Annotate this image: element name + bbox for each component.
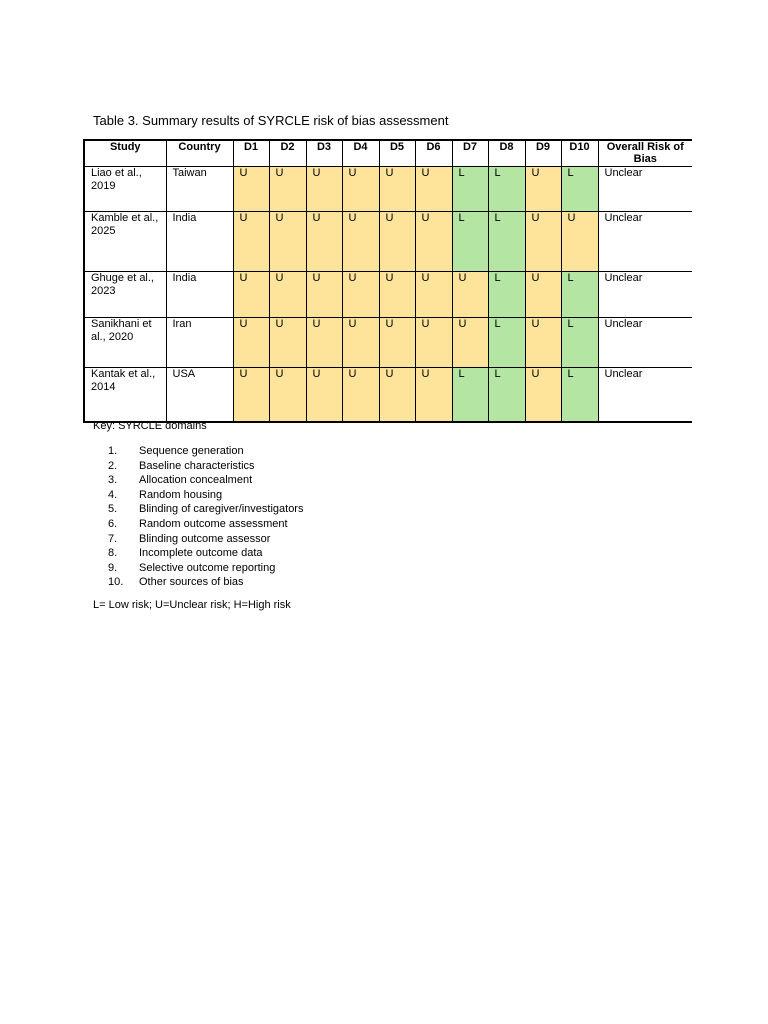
- risk-of-bias-table: [83, 139, 692, 423]
- list-item-number: 1.: [108, 445, 118, 457]
- domain-d4-cell: U: [342, 272, 379, 318]
- table-row: [84, 368, 692, 423]
- domain-d1-cell: U: [233, 368, 269, 423]
- domain-d7-cell: L: [452, 167, 488, 212]
- domain-d10-cell: L: [561, 272, 598, 318]
- domain-d10-cell: L: [561, 167, 598, 212]
- domain-d5-cell: U: [379, 318, 415, 368]
- domain-d4-cell: U: [342, 368, 379, 423]
- overall-risk-cell: Unclear: [598, 167, 692, 212]
- domain-d8-cell: L: [488, 272, 525, 318]
- header-d5: D5: [379, 140, 415, 167]
- overall-risk-cell: Unclear: [598, 272, 692, 318]
- domain-d6-cell: U: [415, 212, 452, 272]
- list-item-number: 2.: [108, 459, 118, 472]
- list-item-label: Other sources of bias: [139, 576, 244, 589]
- domain-d1-cell: U: [233, 212, 269, 272]
- domain-d6-cell: U: [415, 167, 452, 212]
- legend-text: L= Low risk; U=Unclear risk; H=High risk: [93, 599, 291, 611]
- table-body: [84, 167, 692, 423]
- table-caption: Table 3. Summary results of SYRCLE risk of bias assessment: [93, 113, 449, 128]
- domain-d6-cell: U: [415, 368, 452, 423]
- study-cell: Liao et al., 2019: [84, 167, 166, 212]
- domain-d9-cell: U: [525, 167, 561, 212]
- overall-risk-cell: Unclear: [598, 212, 692, 272]
- list-item-number: 4.: [108, 488, 118, 501]
- table-header-row: [84, 140, 692, 167]
- domain-d7-cell: L: [452, 368, 488, 423]
- domain-d3-cell: U: [306, 318, 342, 368]
- domain-d4-cell: U: [342, 318, 379, 368]
- domain-d5-cell: U: [379, 368, 415, 423]
- domain-d9-cell: U: [525, 272, 561, 318]
- domain-d4-cell: U: [342, 167, 379, 212]
- domain-d8-cell: L: [488, 318, 525, 368]
- domain-d9-cell: U: [525, 368, 561, 423]
- list-item-number: 3.: [108, 474, 118, 487]
- domain-d7-cell: L: [452, 212, 488, 272]
- list-item-label: Sequence generation: [139, 445, 244, 457]
- domain-d10-cell: L: [561, 368, 598, 423]
- domain-d5-cell: U: [379, 272, 415, 318]
- header-d8: D8: [488, 140, 525, 167]
- domain-d8-cell: L: [488, 368, 525, 423]
- country-cell: Taiwan: [166, 167, 233, 212]
- list-item-label: Selective outcome reporting: [139, 561, 276, 574]
- country-cell: USA: [166, 368, 233, 423]
- domain-d2-cell: U: [269, 368, 306, 423]
- list-item-number: 8.: [108, 547, 118, 560]
- domain-d2-cell: U: [269, 318, 306, 368]
- domain-d6-cell: U: [415, 272, 452, 318]
- domain-d5-cell: U: [379, 167, 415, 212]
- list-item-label: Allocation concealment: [139, 474, 253, 487]
- overall-risk-cell: Unclear: [598, 318, 692, 368]
- domain-d2-cell: U: [269, 167, 306, 212]
- table-row: [84, 167, 692, 212]
- list-item-number: 6.: [108, 517, 118, 530]
- domain-d5-cell: U: [379, 212, 415, 272]
- list-item-label: Baseline characteristics: [139, 459, 255, 472]
- country-cell: India: [166, 272, 233, 318]
- list-item-label: Incomplete outcome data: [139, 547, 263, 560]
- domain-d10-cell: L: [561, 318, 598, 368]
- list-item: [108, 561, 303, 576]
- domain-d8-cell: L: [488, 167, 525, 212]
- table-row: [84, 212, 692, 272]
- domain-d7-cell: U: [452, 318, 488, 368]
- domain-d9-cell: U: [525, 318, 561, 368]
- table-row: [84, 272, 692, 318]
- header-d9: D9: [525, 140, 561, 167]
- header-study: Study: [84, 140, 166, 167]
- list-item-number: 10.: [108, 576, 124, 589]
- domain-d6-cell: U: [415, 318, 452, 368]
- header-country: Country: [166, 140, 233, 167]
- domain-d1-cell: U: [233, 318, 269, 368]
- header-d10: D10: [561, 140, 598, 167]
- study-cell: Kantak et al., 2014: [84, 368, 166, 423]
- list-item: [108, 546, 303, 561]
- list-item: [108, 473, 303, 488]
- list-item-label: Random outcome assessment: [139, 517, 288, 530]
- domain-d3-cell: U: [306, 272, 342, 318]
- list-item: [108, 459, 303, 474]
- domain-d4-cell: U: [342, 212, 379, 272]
- domains-list: [108, 444, 303, 590]
- domain-d2-cell: U: [269, 272, 306, 318]
- list-item-number: 9.: [108, 561, 118, 574]
- header-overall-risk: Overall Risk of Bias: [598, 140, 692, 167]
- domain-d1-cell: U: [233, 167, 269, 212]
- domain-d9-cell: U: [525, 212, 561, 272]
- domain-d3-cell: U: [306, 368, 342, 423]
- list-item: [108, 532, 303, 547]
- list-item-label: Blinding outcome assessor: [139, 532, 271, 545]
- study-cell: Sanikhani et al., 2020: [84, 318, 166, 368]
- header-d6: D6: [415, 140, 452, 167]
- list-item-label: Random housing: [139, 488, 223, 501]
- list-item: [108, 502, 303, 517]
- domain-d7-cell: U: [452, 272, 488, 318]
- header-d2: D2: [269, 140, 306, 167]
- table-row: [84, 318, 692, 368]
- header-d1: D1: [233, 140, 269, 167]
- header-d7: D7: [452, 140, 488, 167]
- header-d4: D4: [342, 140, 379, 167]
- study-cell: Kamble et al., 2025: [84, 212, 166, 272]
- domain-d10-cell: U: [561, 212, 598, 272]
- list-item: [108, 444, 303, 459]
- list-item-number: 5.: [108, 503, 118, 516]
- overall-risk-cell: Unclear: [598, 368, 692, 423]
- key-title: Key: SYRCLE domains: [93, 420, 207, 432]
- domain-d2-cell: U: [269, 212, 306, 272]
- list-item: [108, 517, 303, 532]
- country-cell: Iran: [166, 318, 233, 368]
- domain-d3-cell: U: [306, 167, 342, 212]
- list-item-number: 7.: [108, 532, 118, 545]
- domain-d8-cell: L: [488, 212, 525, 272]
- list-item: [108, 575, 303, 590]
- header-d3: D3: [306, 140, 342, 167]
- domain-d1-cell: U: [233, 272, 269, 318]
- study-cell: Ghuge et al., 2023: [84, 272, 166, 318]
- list-item: [108, 488, 303, 503]
- domain-d3-cell: U: [306, 212, 342, 272]
- list-item-label: Blinding of caregiver/investigators: [139, 503, 304, 516]
- country-cell: India: [166, 212, 233, 272]
